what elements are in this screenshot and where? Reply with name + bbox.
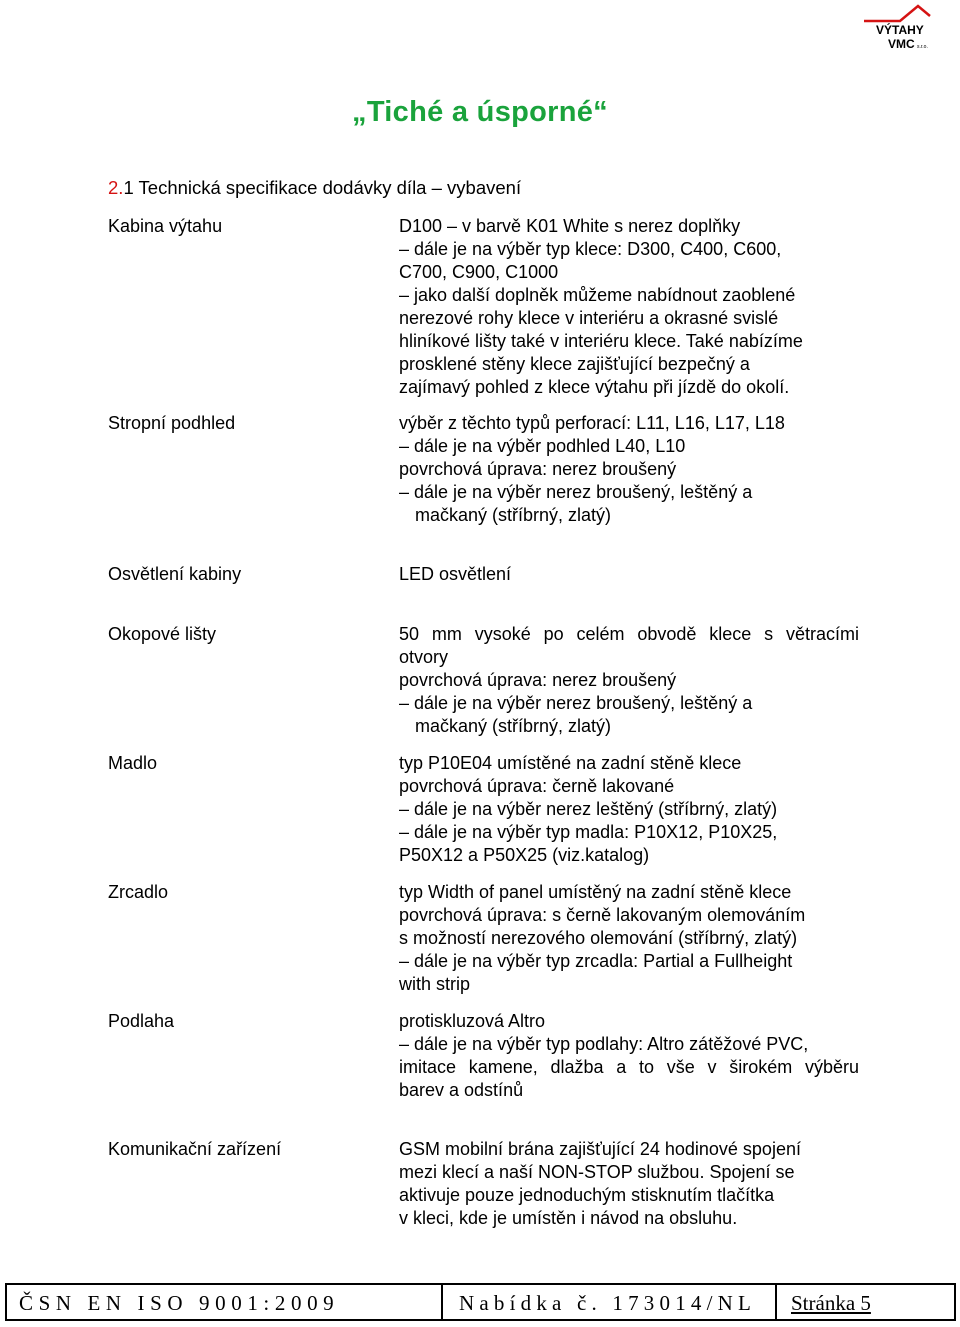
section-title: 1 Technická specifikace dodávky díla – vybavení bbox=[123, 177, 522, 198]
spec-value bbox=[399, 752, 859, 867]
spec-line: – dále je na výběr typ madla: P10X12, P10X25, bbox=[399, 822, 778, 842]
spec-line: – dále je na výběr nerez broušený, leštěný a bbox=[399, 693, 753, 713]
spec-value bbox=[399, 1010, 859, 1102]
spec-line: mačkaný (stříbrný, zlatý) bbox=[415, 716, 612, 736]
spec-label: Osvětlení kabiny bbox=[108, 564, 242, 584]
spec-line: – dále je na výběr typ klece: D300, C400, C600, bbox=[399, 239, 782, 259]
spec-line: s možností nerezového olemování (stříbrný, zlatý) bbox=[399, 928, 798, 948]
footer-page-number bbox=[777, 1285, 954, 1319]
spec-value bbox=[399, 881, 859, 996]
logo-roof-mark bbox=[864, 6, 930, 21]
spec-line: v kleci, kde je umístěn i návod na obsluhu. bbox=[399, 1208, 738, 1228]
spec-line: P50X12 a P50X25 (viz.katalog) bbox=[399, 845, 650, 865]
page-footer bbox=[5, 1283, 956, 1321]
spec-line: – dále je na výběr typ zrcadla: Partial a Fullheight bbox=[399, 951, 793, 971]
spec-line: – jako další doplněk můžeme nabídnout zaoblené bbox=[399, 285, 796, 305]
company-logo bbox=[862, 4, 942, 54]
spec-label: Podlaha bbox=[108, 1011, 175, 1031]
spec-line: nerezové rohy klece v interiéru a okrasné svislé bbox=[399, 308, 779, 328]
logo-line2: VMC bbox=[888, 37, 915, 51]
footer-iso-standard: ČSN EN ISO 9001:2009 bbox=[7, 1285, 443, 1319]
spec-line: zajímavý pohled z klece výtahu při jízdě do okolí. bbox=[399, 377, 790, 397]
spec-line: 50 mm vysoké po celém obvodě klece s větracími bbox=[399, 624, 859, 644]
spec-line: výběr z těchto typů perforací: L11, L16, L17, L18 bbox=[399, 413, 785, 433]
spec-label: Okopové lišty bbox=[108, 624, 217, 644]
spec-line: typ P10E04 umístěné na zadní stěně klece bbox=[399, 753, 742, 773]
spec-line: povrchová úprava: černě lakované bbox=[399, 776, 675, 796]
spec-value bbox=[399, 563, 859, 586]
spec-line: povrchová úprava: nerez broušený bbox=[399, 459, 677, 479]
spec-line: LED osvětlení bbox=[399, 564, 512, 584]
page-number-label: Stránka 5 bbox=[791, 1291, 871, 1315]
spec-line: mačkaný (stříbrný, zlatý) bbox=[415, 505, 612, 525]
spec-line: povrchová úprava: s černě lakovaným olemováním bbox=[399, 905, 806, 925]
spec-line: hliníkové lišty také v interiéru klece. Také nabízíme bbox=[399, 331, 803, 351]
section-heading bbox=[108, 177, 521, 199]
spec-line: D100 – v barvě K01 White s nerez doplňky bbox=[399, 216, 741, 236]
spec-line: imitace kamene, dlažba a to vše v širokém výběru bbox=[399, 1057, 859, 1077]
spec-line: mezi klecí a naší NON-STOP službou. Spojení se bbox=[399, 1162, 795, 1182]
spec-value bbox=[399, 1138, 859, 1230]
spec-line: C700, C900, C1000 bbox=[399, 262, 559, 282]
spec-line: otvory bbox=[399, 647, 449, 667]
spec-line: protiskluzová Altro bbox=[399, 1011, 546, 1031]
spec-line: – dále je na výběr podhled L40, L10 bbox=[399, 436, 686, 456]
spec-label: Kabina výtahu bbox=[108, 216, 223, 236]
spec-label: Zrcadlo bbox=[108, 882, 169, 902]
spec-line: GSM mobilní brána zajišťující 24 hodinové spojení bbox=[399, 1139, 801, 1159]
spec-line: – dále je na výběr nerez broušený, leštěný a bbox=[399, 482, 753, 502]
spec-value bbox=[399, 215, 859, 399]
logo-suffix: s.r.o. bbox=[917, 44, 928, 50]
slogan: „Tiché a úsporné“ bbox=[352, 96, 608, 128]
spec-label: Komunikační zařízení bbox=[108, 1139, 282, 1159]
spec-line: typ Width of panel umístěný na zadní stěně klece bbox=[399, 882, 792, 902]
footer-offer-number: Nabídka č. 173014/NL bbox=[443, 1285, 777, 1319]
spec-line: povrchová úprava: nerez broušený bbox=[399, 670, 677, 690]
section-number: 2. bbox=[108, 177, 124, 198]
spec-line: – dále je na výběr typ podlahy: Altro zátěžové PVC, bbox=[399, 1034, 809, 1054]
spec-value bbox=[399, 412, 859, 527]
spec-line: aktivuje pouze jednoduchým stisknutím tlačítka bbox=[399, 1185, 775, 1205]
spec-line: – dále je na výběr nerez leštěný (stříbrný, zlatý) bbox=[399, 799, 778, 819]
spec-value bbox=[399, 623, 859, 738]
logo-line1: VÝTAHY bbox=[876, 23, 924, 37]
spec-line: with strip bbox=[399, 974, 471, 994]
spec-label: Stropní podhled bbox=[108, 413, 236, 433]
spec-line: barev a odstínů bbox=[399, 1080, 524, 1100]
spec-line: prosklené stěny klece zajišťující bezpečný a bbox=[399, 354, 750, 374]
spec-label: Madlo bbox=[108, 753, 158, 773]
